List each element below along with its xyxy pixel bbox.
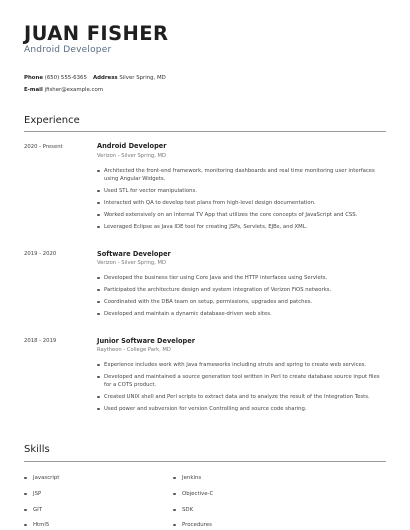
job-bullet (104, 405, 386, 413)
email-value: jfisher@example.com (44, 87, 104, 93)
job-dates: 2018 - 2019 (24, 338, 57, 344)
bullet-dot (97, 289, 100, 292)
bullet-dot (24, 524, 27, 527)
phone-line (24, 74, 87, 82)
bullet-text: Developed and maintain a dynamic database-driven web sites. (104, 311, 272, 317)
skill-text: Html5 (33, 522, 50, 528)
job-bullet (104, 211, 386, 219)
bullet-dot (97, 376, 100, 379)
experience-divider (24, 131, 386, 132)
job-bullet (104, 298, 386, 306)
candidate-title: Android Developer (24, 45, 112, 55)
job-bullet (104, 167, 386, 183)
job-bullet (104, 286, 386, 294)
skill-item (33, 521, 49, 529)
bullet-dot (24, 477, 27, 480)
job-employer: Verizon - Silver Spring, MD (97, 153, 166, 159)
email-label: E-mail (24, 87, 43, 93)
job-bullet (104, 361, 386, 369)
skill-text: Jenkins (182, 475, 202, 481)
bullet-text: Worked extensively on an Internal TV App that utilizes the core concepts of JavaScript and CSS. (104, 212, 358, 218)
skill-text: Javascript (33, 475, 60, 481)
skill-text: Objective-C (182, 491, 214, 497)
skill-text: Procedures (182, 522, 212, 528)
bullet-text: Interacted with QA to develop test plans from high-level design documentation. (104, 200, 316, 206)
bullet-dot (97, 226, 100, 229)
job-employer: Verizon - Silver Spring, MD (97, 260, 166, 266)
job-bullet (104, 223, 386, 231)
bullet-dot (97, 396, 100, 399)
candidate-name: JUAN FISHER (24, 22, 169, 45)
bullet-dot (173, 477, 176, 480)
skill-text: JSP (33, 491, 42, 497)
address-line (93, 74, 166, 82)
job-bullet (104, 310, 386, 318)
skill-text: GIT (33, 507, 43, 513)
bullet-dot (173, 524, 176, 527)
bullet-text: Coordinated with the DBA team on setup, permissions, upgrades and patches. (104, 299, 313, 305)
bullet-dot (97, 408, 100, 411)
skill-item (33, 474, 59, 482)
address-label: Address (93, 75, 118, 81)
bullet-dot (97, 301, 100, 304)
bullet-dot (173, 493, 176, 496)
skill-item (182, 506, 193, 514)
bullet-dot (97, 170, 100, 173)
phone-value: (650) 555-6365 (44, 75, 87, 81)
skills-heading: Skills (24, 444, 50, 455)
bullet-text: Experience includes work with Java frameworks including struts and spring to create web services. (104, 362, 367, 368)
bullet-dot (24, 509, 27, 512)
bullet-text: Participated the architecture design and system integration of Verizon FiOS networks. (104, 287, 332, 293)
bullet-dot (97, 214, 100, 217)
job-bullet (104, 393, 386, 401)
email-line (24, 86, 103, 94)
bullet-text: Developed the business tier using Core Java and the HTTP interfaces using Servlets. (104, 275, 328, 281)
bullet-text: Created UNIX shell and Perl scripts to extract data and to analyze the result of the Integration Tests. (104, 394, 370, 400)
bullet-dot (97, 190, 100, 193)
job-dates: 2019 - 2020 (24, 251, 57, 257)
bullet-dot (173, 509, 176, 512)
skill-item (33, 506, 42, 514)
job-dates: 2020 - Present (24, 144, 63, 150)
job-employer: Raytheon - College Park, MD (97, 347, 171, 353)
skill-item (182, 474, 201, 482)
address-value: Silver Spring, MD (119, 75, 166, 81)
bullet-text: Used power and subversion for version Controlling and source code sharing. (104, 406, 307, 412)
skill-item (182, 490, 213, 498)
experience-heading: Experience (24, 115, 80, 126)
phone-label: Phone (24, 75, 43, 81)
skill-item (182, 521, 212, 529)
bullet-dot (24, 493, 27, 496)
job-title: Android Developer (97, 142, 167, 150)
job-bullet (104, 199, 386, 207)
bullet-text: Leveraged Eclipse as Java IDE tool for creating JSPs, Servlets, EJBs, and XML. (104, 224, 308, 230)
job-title: Junior Software Developer (97, 337, 195, 345)
bullet-text: Architected the front-end framework, monitoring dashboards and real time monitoring user interfaces using Angular Widgets. (104, 168, 375, 183)
job-bullet (104, 187, 386, 195)
job-bullet (104, 373, 386, 389)
skills-divider (24, 461, 386, 462)
bullet-dot (97, 313, 100, 316)
bullet-dot (97, 364, 100, 367)
bullet-dot (97, 202, 100, 205)
job-bullet (104, 274, 386, 282)
bullet-dot (97, 277, 100, 280)
bullet-text: Used STL for vector manipulations. (104, 188, 197, 194)
skill-item (33, 490, 41, 498)
skill-text: SDK (182, 507, 194, 513)
job-title: Software Developer (97, 250, 171, 258)
bullet-text: Developed and maintained a source generation tool written in Perl to create database source input files for a COTS product. (104, 374, 380, 389)
